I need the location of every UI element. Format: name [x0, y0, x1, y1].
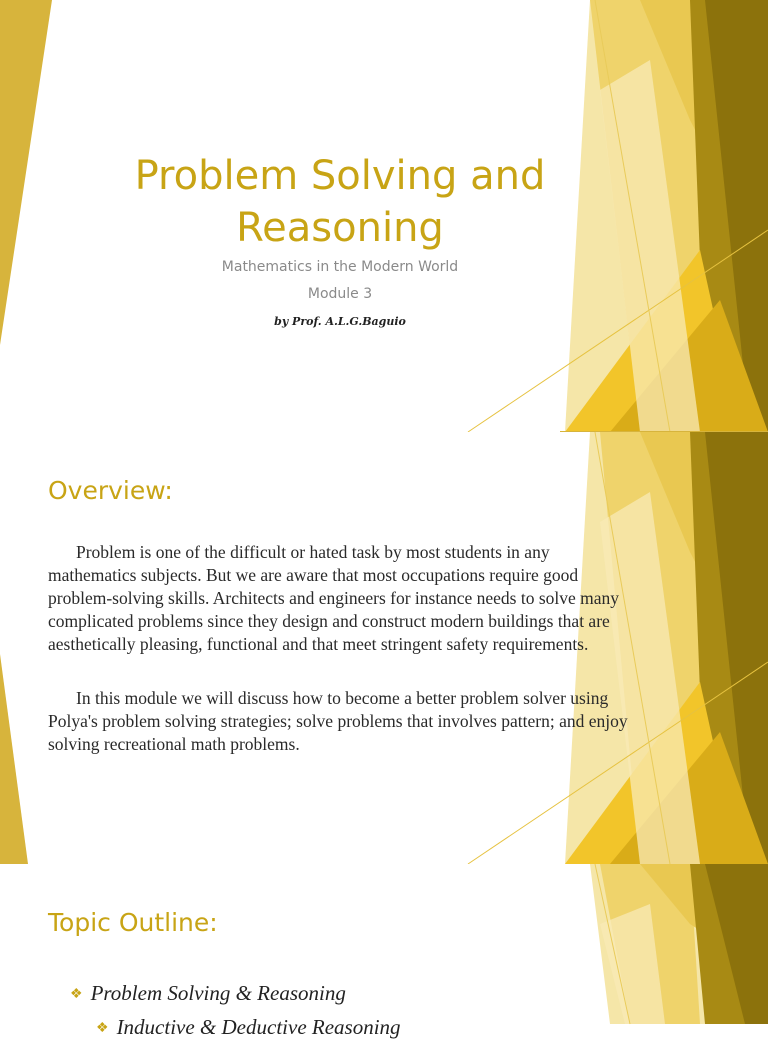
outline-item-label: Problem Solving & Reasoning: [90, 981, 346, 1005]
presentation-title: [110, 150, 570, 254]
title-slide: [0, 0, 768, 432]
author-credit: by Prof. A.L.G.Baguio: [274, 315, 406, 328]
diamond-bullet-icon: ❖: [96, 1021, 109, 1036]
subtitle-module: Module 3: [307, 286, 373, 302]
outline-item-label: Inductive & Deductive Reasoning: [116, 1015, 401, 1039]
overview-slide: [0, 432, 768, 864]
outline-item: [96, 1015, 401, 1040]
title-line-2: Reasoning: [236, 205, 444, 251]
topic-outline-slide: [0, 864, 768, 1039]
outline-item: [70, 981, 346, 1006]
topic-outline-heading: Topic Outline:: [48, 908, 218, 937]
diamond-bullet-icon: ❖: [70, 987, 83, 1002]
overview-paragraph-1: Problem is one of the difficult or hated task by most students in any mathematics subjects. But we are aware that most occupations require good problem-solving skills. Architects and engineers for instance needs to solve many complicated problems since they design and construct modern buildings that are aesthetically pleasing, functional and that meet stringent safety requirements.: [48, 542, 620, 654]
title-line-1: Problem Solving and: [134, 153, 546, 199]
subtitle-course: Mathematics in the Modern World: [221, 259, 459, 275]
overview-heading: Overview:: [48, 476, 173, 505]
overview-paragraph-2: In this module we will discuss how to become a better problem solver using Polya's problem solving strategies; solve problems that involves pattern; and enjoy solving recreational math problems.: [48, 688, 628, 754]
